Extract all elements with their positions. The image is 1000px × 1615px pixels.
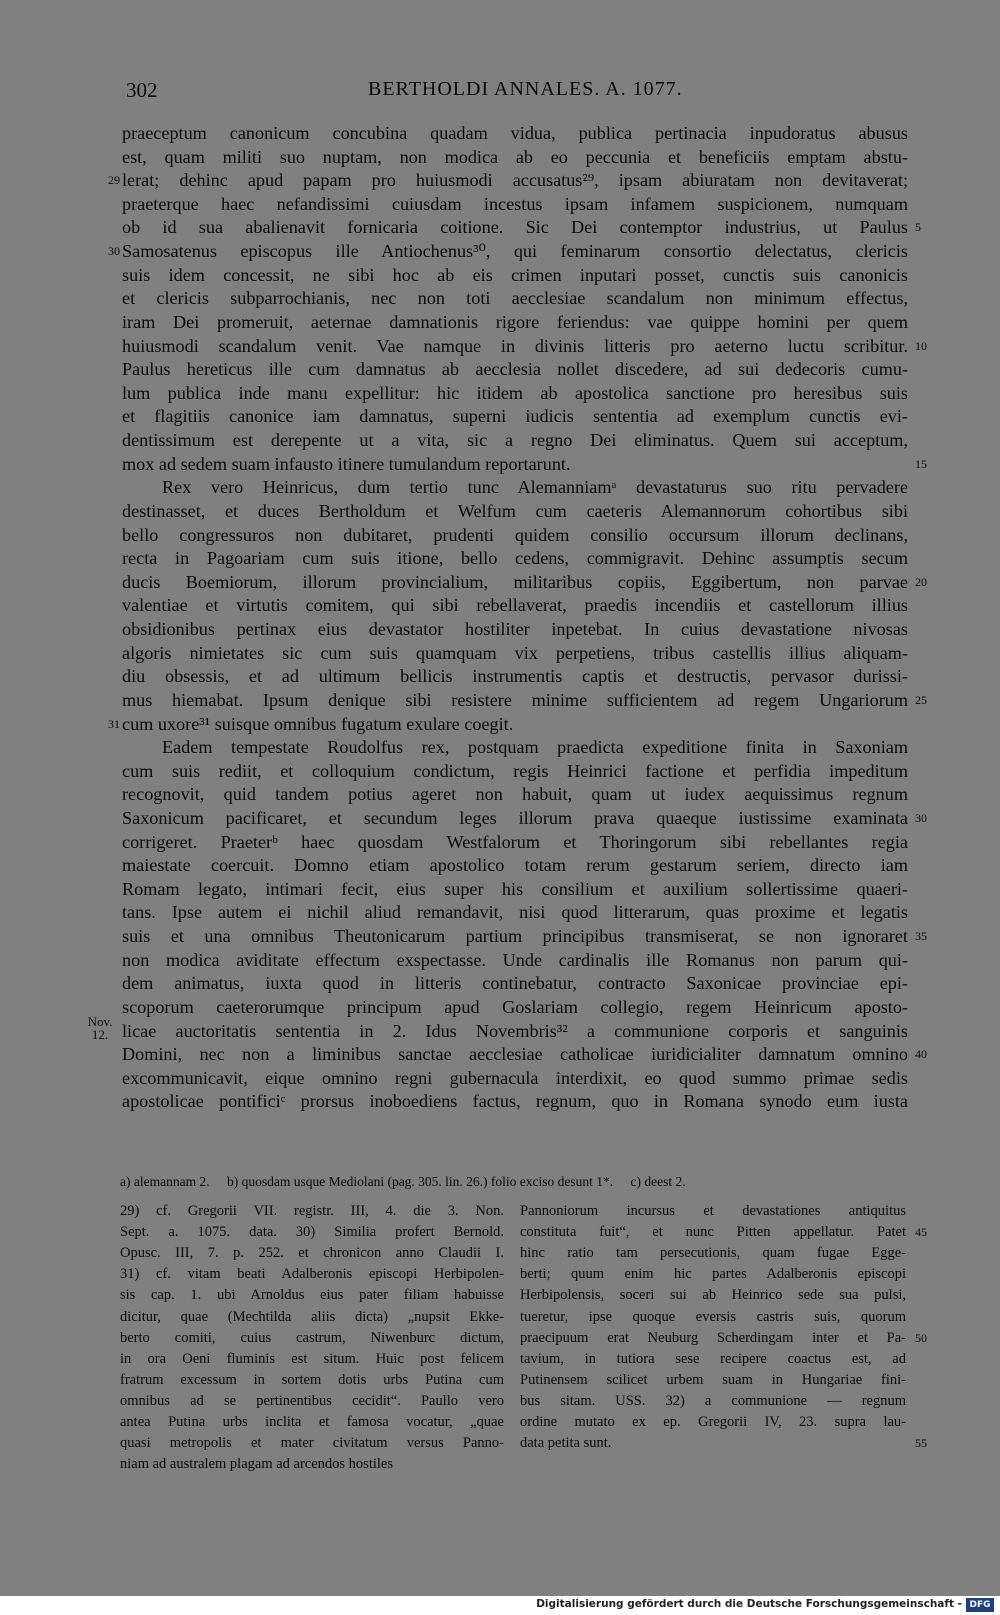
line-number: 55 [915, 1436, 927, 1451]
line-number: 10 [915, 338, 927, 353]
text-line: huiusmodi scandalum venit. Vae namque in divinis litteris pro aeterno luctu scribitur. [122, 335, 908, 356]
line-number: 15 [915, 456, 927, 471]
page-number: 302 [126, 78, 158, 102]
apparatus-note-b: b) quosdam usque Mediolani (pag. 305. lin. 26.) folio exciso desunt 1*. [226, 1174, 614, 1189]
text-line: suis et una omnibus Theutonicarum partium principibus transmiserat, se non ignoraret [122, 926, 908, 947]
text-line: scoporum caeterorumque principum apud Goslariam collegio, regem Heinricum aposto- [122, 996, 908, 1017]
line-number: 20 [915, 574, 927, 589]
line-number: 5 [915, 220, 921, 235]
dfg-logo: DFG [966, 1598, 994, 1612]
text-line: lerat; dehinc apud papam pro huiusmodi accusatus²⁹, ipsam abiuratam non devitaverat; [122, 170, 908, 191]
text-line: suis idem concessit, ne sibi hoc ab eis crimen inputari posset, cunctis suis canonicis [122, 264, 908, 285]
text-line: non modica aviditate effectum exspectasse. Unde cardinalis ille Romanus non parum qui- [122, 949, 908, 970]
text-line: excommunicavit, eique omnino regni gubernacula interdixit, eo quod summo primae sedis [122, 1067, 908, 1088]
footnote-line-right: constituta fuit“, et nunc Pitten appellatur. Patet [520, 1224, 906, 1241]
footnote-line-left: Opusc. III, 7. p. 252. et chronicon anno Claudii I. [120, 1245, 504, 1262]
footnote-line-left: Sept. a. 1075. data. 30) Similia profert Bernold. [120, 1224, 504, 1241]
text-line: diu obsessis, et ad ultimum bellicis instrumentis captis et destructis, pervasor durissi- [122, 666, 908, 687]
page-header [0, 78, 1000, 108]
note-marker-left: 29 [108, 173, 120, 188]
margin-date: Nov. 12. [87, 1013, 113, 1042]
text-line: cum uxore³¹ suisque omnibus fugatum exulare coegit. [122, 713, 514, 734]
line-number: 50 [915, 1330, 927, 1345]
footnote-line-left: antea Putina urbs inclita et famosa vocatur, „quae [120, 1414, 504, 1430]
text-line: recta in Pagoariam cum suis itione, bello cedens, commigravit. Dehinc assumptis secum [122, 548, 908, 569]
text-line: algoris nimietates sic cum suis quamquam vix perpetiens, tribus castellis illius aliquam- [122, 642, 908, 663]
note-marker-left: 31 [108, 716, 120, 731]
footnote-line-left: berto comiti, cuius castrum, Niwenburc dictum, [120, 1329, 504, 1346]
line-number: 35 [915, 929, 927, 944]
text-line: dem animatus, iuxta quod in litteris continebatur, contracto Saxonicae provinciae epi- [122, 973, 908, 994]
text-line: ob id sua abalienavit fornicaria coitione. Sic Dei contemptor industrius, ut Paulus [122, 217, 908, 238]
text-line: est, quam militi suo nuptam, non modica ab eo peccunia et beneficiis emptam abstu- [122, 146, 908, 167]
text-line: licae auctoritatis sententia in 2. Idus Novembris³² a communione corporis et sanguinis [122, 1020, 908, 1041]
footnote-line-left: dicitur, quae (Mechtilda aliis dicta) „nupsit Ekke- [120, 1308, 504, 1325]
text-line: Samosatenus episcopus ille Antiochenus³⁰, qui feminarum consortio delectatus, clericis [122, 241, 908, 262]
footnote-line-right: praecipuum erat Neuburg Scherdingam inter et Pa- [520, 1329, 906, 1346]
text-line: tans. Ipse autem ei nichil aliud remandavit, nisi quod litterarum, quas proxime et legatis [122, 902, 908, 923]
text-line: praeceptum canonicum concubina quadam vidua, publica pertinacia inpudoratus abusus [122, 123, 908, 143]
apparatus-note-a: a) alemannam 2. [120, 1174, 210, 1189]
critical-apparatus [120, 1172, 840, 1192]
apparatus-note-c: c) deest 2. [630, 1174, 686, 1189]
text-line: apostolicae pontificiᶜ prorsus inoboediens factus, regnum, quo in Romana synodo eum iusta [122, 1091, 908, 1112]
text-line: mus hiemabat. Ipsum denique sibi resistere minime sufficientem ad regem Ungariorum [122, 689, 908, 710]
funding-notice: Digitalisierung gefördert durch die Deutsche Forschungsgemeinschaft - [536, 1598, 962, 1610]
text-line: valentiae et virtutis comitem, qui sibi rebellaverat, praedis incendiis et castellorum illius [122, 595, 908, 616]
note-marker-left: 30 [108, 244, 120, 259]
text-line: bello congressuros non dubitaret, prudenti quidem consilio occursum illorum declinans, [122, 524, 908, 545]
text-line: cum suis rediit, et colloquium condictum, regis Heinrici factione et perfidia impeditum [122, 760, 908, 781]
footnote-line-left: fratrum excessum in sortem dotis urbs Putina cum [120, 1371, 504, 1388]
line-number: 40 [915, 1047, 927, 1062]
text-line: dentissimum est derepente ut a vita, sic a regno Dei eliminatus. Quem sui acceptum, [122, 430, 908, 451]
text-line: ducis Boemiorum, illorum provincialium, militaribus copiis, Eggibertum, non parvae [122, 571, 908, 592]
footnote-line-left: sis cap. 1. ubi Arnoldus eius pater filiam habuisse [120, 1287, 504, 1304]
text-line: Domini, nec non a liminibus sanctae aecclesiae catholicae iuridicialiter damnatum omnino [122, 1044, 908, 1065]
text-line: Paulus hereticus ille cum damnatus ab aecclesia nollet discedere, ad sui dedecoris cumu- [122, 359, 908, 380]
text-line: Romam legato, intimari fecit, eius super his consilium et auxilium sollertissime quaeri- [122, 878, 908, 899]
footnote-line-right: ordine mutato ex ep. Gregorii IV, 23. supra lau- [520, 1414, 906, 1430]
text-line: Rex vero Heinricus, dum tertio tunc Alemanniamᵃ devastaturus suo ritu pervadere [162, 477, 908, 498]
footnote-line-left: in ora Oeni fluminis est situm. Huic post felicem [120, 1350, 504, 1367]
footnote-line-right: tueretur, ipse quoque eversis castris suis, quorum [520, 1308, 906, 1325]
text-line: maiestate coercuit. Domno etiam apostolico totam rerum gestarum seriem, directo iam [122, 855, 908, 876]
running-head: BERTHOLDI ANNALES. A. 1077. [368, 78, 683, 100]
line-number: 30 [915, 810, 927, 825]
footnote-line-left: 29) cf. Gregorii VII. registr. III, 4. die 3. Non. [120, 1203, 504, 1219]
text-line: destinasset, et duces Bertholdum et Welfum cum caeteris Alemannorum cohortibus sibi [122, 500, 908, 521]
line-number: 25 [915, 692, 927, 707]
text-line: mox ad sedem suam infausto itinere tumulandum reportarunt. [122, 453, 571, 474]
text-line: Saxonicum pacificaret, et secundum leges illorum prava quaeque iustissime examinata [122, 807, 908, 828]
text-line: recognovit, quid tandem potius ageret non habuit, quam ut iudex aequissimus regnum [122, 784, 908, 805]
footnote-line-left: omnibus ad se pertinentibus cecidit“. Paullo vero [120, 1392, 504, 1409]
footnote-line-right: tavium, in tutiora sese recipere coactus est, ad [520, 1350, 906, 1367]
footnote-line-right: Putinensem scilicet urbem suam in Hungariae fini- [520, 1371, 906, 1388]
footnote-line-right: bus sitam. USS. 32) a communione — regnum [520, 1392, 906, 1409]
footnote-line-right: data petita sunt. [520, 1435, 612, 1452]
footnote-line-right: Pannoniorum incursus et devastationes antiquitus [520, 1203, 906, 1219]
text-line: obsidionibus pertinax eius devastator hostiliter inpetebat. In cuius devastatione nivosas [122, 619, 908, 640]
text-line: praeterque haec nefandissimi cuiusdam incestus ipsam infamem suspicionem, numquam [122, 193, 908, 214]
text-line: et flagitiis canonice iam damnatus, superni iudicis sententia ad exemplum cunctis evi- [122, 406, 908, 427]
footnote-line-left: 31) cf. vitam beati Adalberonis episcopi Herbipolen- [120, 1266, 504, 1283]
text-line: lum publica inde manu expellitur: hic itidem ab apostolica sanctione pro heresibus suis [122, 382, 908, 403]
text-line: Eadem tempestate Roudolfus rex, postquam praedicta expeditione finita in Saxoniam [162, 737, 908, 758]
text-line: iram Dei promeruit, aeternae damnationis rigore feriendus: vae quippe homini per quem [122, 311, 908, 332]
footnote-line-left: niam ad australem plagam ad arcendos hostiles [120, 1456, 393, 1473]
text-line: et clericis subparrochianis, nec non toti aecclesiae scandalum non minimum effectus, [122, 288, 908, 309]
footnote-line-right: hinc ratio tam persecutionis, quam fugae Egge- [520, 1245, 906, 1262]
footnote-line-right: berti; quum enim hic partes Adalberonis episcopi [520, 1266, 906, 1283]
footnote-line-left: quasi metropolis et mater civitatum versus Panno- [120, 1435, 504, 1452]
footnote-line-right: Herbipolensis, soceri sui ab Heinrico sede sua pulsi, [520, 1287, 906, 1304]
text-line: corrigeret. Praeterᵇ haec quosdam Westfalorum et Thoringorum sibi rebellantes regia [122, 831, 908, 852]
line-number: 45 [915, 1225, 927, 1240]
